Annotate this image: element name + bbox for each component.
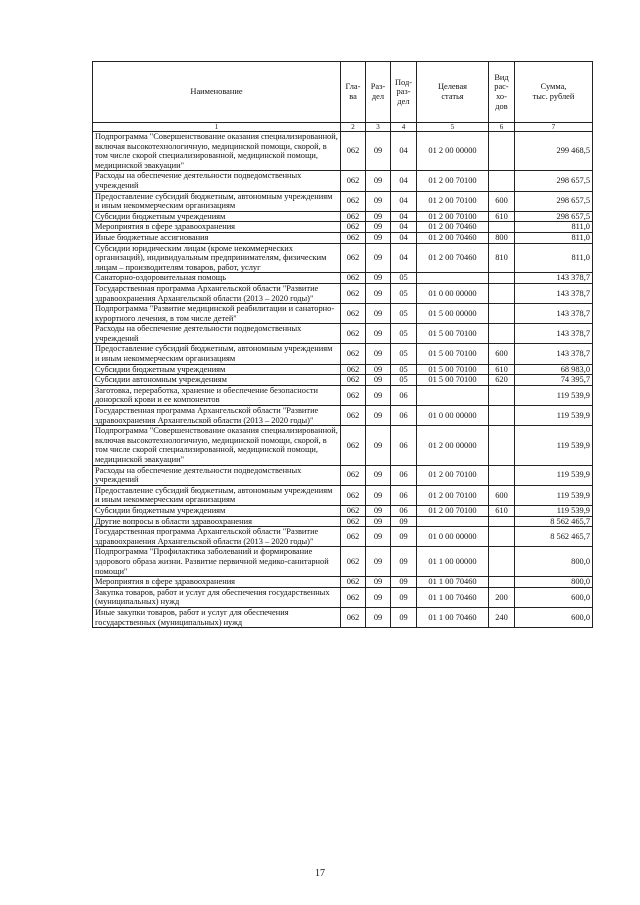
cell-subsection: 04: [391, 171, 417, 191]
cell-type: 600: [489, 191, 515, 211]
cell-chapter: 062: [341, 516, 366, 527]
cell-name: Субсидии бюджетным учреждениям: [93, 505, 341, 516]
cell-target: 01 5 00 70100: [417, 364, 489, 375]
cell-target: 01 1 00 70460: [417, 607, 489, 627]
cell-chapter: 062: [341, 465, 366, 485]
cell-type: [489, 516, 515, 527]
cell-type: [489, 283, 515, 303]
cell-type: 620: [489, 375, 515, 386]
cell-name: Предоставление субсидий бюджетным, автономным учреждениям и иным некоммерческим организациям: [93, 485, 341, 505]
cell-type: [489, 577, 515, 588]
cell-target: 01 2 00 70460: [417, 232, 489, 243]
header-subsection: [391, 62, 417, 123]
cell-chapter: 062: [341, 344, 366, 364]
cell-chapter: 062: [341, 324, 366, 344]
cell-section: 09: [366, 191, 391, 211]
cell-subsection: 04: [391, 243, 417, 273]
table-row: [93, 516, 593, 527]
table-row: [93, 385, 593, 405]
cell-subsection: 06: [391, 385, 417, 405]
cell-target: 01 2 00 70100: [417, 171, 489, 191]
cell-target: 01 5 00 70100: [417, 344, 489, 364]
table-row: [93, 547, 593, 577]
column-number-row: [93, 123, 593, 132]
cell-type: [489, 426, 515, 465]
cell-section: 09: [366, 577, 391, 588]
cell-subsection: 06: [391, 426, 417, 465]
cell-target: 01 2 00 70460: [417, 222, 489, 233]
header-target: [417, 62, 489, 123]
page-number: 17: [315, 868, 325, 879]
cell-section: 09: [366, 344, 391, 364]
cell-subsection: 05: [391, 344, 417, 364]
cell-sum: 299 468,5: [515, 132, 593, 171]
table-row: [93, 191, 593, 211]
table-row: [93, 465, 593, 485]
table-row: [93, 132, 593, 171]
cell-subsection: 09: [391, 547, 417, 577]
column-number: 5: [417, 123, 489, 132]
table-row: [93, 375, 593, 386]
cell-type: [489, 406, 515, 426]
cell-subsection: 06: [391, 465, 417, 485]
cell-name: Государственная программа Архангельской области "Развитие здравоохранения Архангельской области (2013 – 2020 годы)": [93, 406, 341, 426]
cell-target: 01 2 00 70100: [417, 505, 489, 516]
cell-name: Подпрограмма "Совершенствование оказания специализированной, включая высокотехнологичную, медицинской помощи, скорой, в том числе скорой специализированной, медицинской помощи, медицинской эвакуации": [93, 426, 341, 465]
cell-type: [489, 222, 515, 233]
cell-section: 09: [366, 505, 391, 516]
cell-subsection: 09: [391, 527, 417, 547]
cell-section: 09: [366, 426, 391, 465]
cell-subsection: 09: [391, 516, 417, 527]
cell-target: 01 0 00 00000: [417, 527, 489, 547]
cell-type: [489, 465, 515, 485]
cell-chapter: 062: [341, 426, 366, 465]
cell-subsection: 04: [391, 222, 417, 233]
cell-sum: 800,0: [515, 577, 593, 588]
table-row: [93, 527, 593, 547]
cell-chapter: 062: [341, 577, 366, 588]
cell-target: 01 0 00 00000: [417, 406, 489, 426]
cell-type: [489, 171, 515, 191]
cell-name: Заготовка, переработка, хранение и обеспечение безопасности донорской крови и ее компонентов: [93, 385, 341, 405]
cell-section: 09: [366, 406, 391, 426]
budget-table: [92, 61, 593, 628]
cell-type: [489, 527, 515, 547]
cell-subsection: 05: [391, 273, 417, 284]
cell-name: Государственная программа Архангельской области "Развитие здравоохранения Архангельской области (2013 – 2020 годы)": [93, 527, 341, 547]
cell-target: 01 2 00 00000: [417, 132, 489, 171]
cell-chapter: 062: [341, 283, 366, 303]
cell-chapter: 062: [341, 505, 366, 516]
cell-name: Субсидии юридическим лицам (кроме некоммерческих организаций), индивидуальным предпринимателям, физическим лицам – производителям товаров, работ, услуг: [93, 243, 341, 273]
cell-sum: 8 562 465,7: [515, 516, 593, 527]
table-row: [93, 232, 593, 243]
header-subsection-text: Под- раз- дел: [394, 77, 413, 106]
cell-chapter: 062: [341, 273, 366, 284]
table-row: [93, 426, 593, 465]
cell-section: 09: [366, 375, 391, 386]
cell-sum: 119 539,9: [515, 406, 593, 426]
header-name-text: Наименование: [190, 87, 243, 97]
cell-chapter: 062: [341, 406, 366, 426]
cell-chapter: 062: [341, 211, 366, 222]
cell-target: [417, 385, 489, 405]
cell-type: [489, 132, 515, 171]
cell-name: Иные закупки товаров, работ и услуг для обеспечения государственных (муниципальных) нужд: [93, 607, 341, 627]
cell-subsection: 09: [391, 607, 417, 627]
cell-name: Расходы на обеспечение деятельности подведомственных учреждений: [93, 465, 341, 485]
cell-target: [417, 516, 489, 527]
header-sum-text: Сумма, тыс. рублей: [532, 82, 575, 101]
cell-type: [489, 304, 515, 324]
cell-type: 600: [489, 344, 515, 364]
cell-chapter: 062: [341, 527, 366, 547]
cell-section: 09: [366, 304, 391, 324]
cell-target: 01 5 00 70100: [417, 324, 489, 344]
cell-subsection: 05: [391, 324, 417, 344]
cell-target: 01 5 00 00000: [417, 304, 489, 324]
cell-subsection: 06: [391, 505, 417, 516]
cell-name: Подпрограмма "Совершенствование оказания специализированной, включая высокотехнологичную, медицинской помощи, скорой, в том числе скорой специализированной, медицинской помощи, медицинской эвакуации": [93, 132, 341, 171]
table-row: [93, 273, 593, 284]
header-chapter-text: Гла- ва: [345, 82, 361, 101]
cell-section: 09: [366, 385, 391, 405]
cell-subsection: 09: [391, 587, 417, 607]
cell-chapter: 062: [341, 375, 366, 386]
cell-sum: 68 983,0: [515, 364, 593, 375]
cell-sum: 143 378,7: [515, 324, 593, 344]
column-number: 7: [515, 123, 593, 132]
cell-chapter: 062: [341, 364, 366, 375]
cell-target: 01 1 00 00000: [417, 547, 489, 577]
cell-type: [489, 273, 515, 284]
cell-name: Субсидии бюджетным учреждениям: [93, 364, 341, 375]
cell-chapter: 062: [341, 191, 366, 211]
cell-sum: 119 539,9: [515, 385, 593, 405]
header-type-text: Вид рас- хо- дов: [494, 72, 509, 111]
cell-subsection: 05: [391, 304, 417, 324]
cell-chapter: 062: [341, 485, 366, 505]
cell-subsection: 09: [391, 577, 417, 588]
cell-name: Предоставление субсидий бюджетным, автономным учреждениям и иным некоммерческим организациям: [93, 344, 341, 364]
cell-sum: 811,0: [515, 243, 593, 273]
cell-target: 01 0 00 00000: [417, 283, 489, 303]
cell-section: 09: [366, 364, 391, 375]
cell-name: Подпрограмма "Профилактика заболеваний и формирование здорового образа жизни. Развитие первичной медико-санитарной помощи": [93, 547, 341, 577]
cell-type: [489, 385, 515, 405]
cell-subsection: 04: [391, 132, 417, 171]
table-row: [93, 243, 593, 273]
cell-chapter: 062: [341, 547, 366, 577]
cell-section: 09: [366, 485, 391, 505]
cell-name: Субсидии автономным учреждениям: [93, 375, 341, 386]
table-row: [93, 304, 593, 324]
table-row: [93, 171, 593, 191]
cell-section: 09: [366, 171, 391, 191]
cell-type: 800: [489, 232, 515, 243]
cell-sum: 119 539,9: [515, 485, 593, 505]
cell-chapter: 062: [341, 222, 366, 233]
cell-name: Государственная программа Архангельской области "Развитие здравоохранения Архангельской области (2013 – 2020 годы)": [93, 283, 341, 303]
table-row: [93, 607, 593, 627]
cell-target: 01 2 00 70100: [417, 465, 489, 485]
column-number: 1: [93, 123, 341, 132]
cell-type: 610: [489, 364, 515, 375]
cell-chapter: 062: [341, 385, 366, 405]
table-row: [93, 577, 593, 588]
header-target-text: Целевая статья: [437, 82, 468, 101]
cell-section: 09: [366, 273, 391, 284]
column-number: 2: [341, 123, 366, 132]
cell-type: 200: [489, 587, 515, 607]
cell-type: 600: [489, 485, 515, 505]
cell-target: 01 2 00 70100: [417, 191, 489, 211]
cell-subsection: 04: [391, 191, 417, 211]
cell-sum: 600,0: [515, 587, 593, 607]
cell-sum: 298 657,5: [515, 191, 593, 211]
cell-sum: 800,0: [515, 547, 593, 577]
table-row: [93, 344, 593, 364]
cell-name: Другие вопросы в области здравоохранения: [93, 516, 341, 527]
cell-target: 01 5 00 70100: [417, 375, 489, 386]
cell-section: 09: [366, 211, 391, 222]
cell-subsection: 06: [391, 406, 417, 426]
cell-sum: 811,0: [515, 222, 593, 233]
cell-sum: 143 378,7: [515, 273, 593, 284]
cell-chapter: 062: [341, 304, 366, 324]
cell-sum: 119 539,9: [515, 505, 593, 516]
cell-chapter: 062: [341, 132, 366, 171]
column-number: 6: [489, 123, 515, 132]
cell-type: [489, 324, 515, 344]
cell-name: Санаторно-оздоровительная помощь: [93, 273, 341, 284]
cell-sum: 119 539,9: [515, 465, 593, 485]
cell-sum: 811,0: [515, 232, 593, 243]
cell-name: Мероприятия в сфере здравоохранения: [93, 222, 341, 233]
cell-name: Субсидии бюджетным учреждениям: [93, 211, 341, 222]
header-name: [93, 62, 341, 123]
header-type: [489, 62, 515, 123]
cell-subsection: 05: [391, 283, 417, 303]
cell-sum: 600,0: [515, 607, 593, 627]
cell-type: 810: [489, 243, 515, 273]
cell-section: 09: [366, 547, 391, 577]
cell-type: 610: [489, 505, 515, 516]
cell-sum: 74 395,7: [515, 375, 593, 386]
table-row: [93, 324, 593, 344]
cell-name: Мероприятия в сфере здравоохранения: [93, 577, 341, 588]
cell-section: 09: [366, 527, 391, 547]
cell-section: 09: [366, 132, 391, 171]
cell-subsection: 06: [391, 485, 417, 505]
cell-subsection: 05: [391, 375, 417, 386]
cell-section: 09: [366, 232, 391, 243]
table-row: [93, 485, 593, 505]
cell-target: 01 2 00 70100: [417, 485, 489, 505]
cell-chapter: 062: [341, 587, 366, 607]
cell-type: [489, 547, 515, 577]
cell-section: 09: [366, 243, 391, 273]
column-number: 3: [366, 123, 391, 132]
cell-name: Иные бюджетные ассигнования: [93, 232, 341, 243]
table-body: [93, 132, 593, 628]
header-chapter: [341, 62, 366, 123]
cell-sum: 143 378,7: [515, 304, 593, 324]
header-sum: [515, 62, 593, 123]
table-row: [93, 587, 593, 607]
cell-sum: 143 378,7: [515, 283, 593, 303]
cell-subsection: 05: [391, 364, 417, 375]
cell-type: 240: [489, 607, 515, 627]
table-row: [93, 364, 593, 375]
cell-name: Расходы на обеспечение деятельности подведомственных учреждений: [93, 171, 341, 191]
header-section: [366, 62, 391, 123]
table-row: [93, 283, 593, 303]
cell-sum: 8 562 465,7: [515, 527, 593, 547]
cell-name: Расходы на обеспечение деятельности подведомственных учреждений: [93, 324, 341, 344]
table-row: [93, 222, 593, 233]
cell-chapter: 062: [341, 607, 366, 627]
cell-section: 09: [366, 324, 391, 344]
cell-name: Предоставление субсидий бюджетным, автономным учреждениям и иным некоммерческим организациям: [93, 191, 341, 211]
cell-section: 09: [366, 607, 391, 627]
cell-chapter: 062: [341, 232, 366, 243]
cell-sum: 298 657,5: [515, 171, 593, 191]
cell-section: 09: [366, 222, 391, 233]
table-row: [93, 211, 593, 222]
cell-section: 09: [366, 516, 391, 527]
cell-subsection: 04: [391, 232, 417, 243]
cell-name: Закупка товаров, работ и услуг для обеспечения государственных (муниципальных) нужд: [93, 587, 341, 607]
cell-type: 610: [489, 211, 515, 222]
table-row: [93, 505, 593, 516]
column-number: 4: [391, 123, 417, 132]
cell-sum: 119 539,9: [515, 426, 593, 465]
cell-target: 01 1 00 70460: [417, 587, 489, 607]
cell-section: 09: [366, 587, 391, 607]
cell-target: 01 2 00 70100: [417, 211, 489, 222]
cell-subsection: 04: [391, 211, 417, 222]
cell-section: 09: [366, 283, 391, 303]
cell-sum: 143 378,7: [515, 344, 593, 364]
cell-chapter: 062: [341, 171, 366, 191]
cell-target: [417, 273, 489, 284]
cell-sum: 298 657,5: [515, 211, 593, 222]
table-row: [93, 406, 593, 426]
header-section-text: Раз- дел: [370, 82, 386, 101]
cell-chapter: 062: [341, 243, 366, 273]
cell-target: 01 1 00 70460: [417, 577, 489, 588]
cell-target: 01 2 00 00000: [417, 426, 489, 465]
cell-name: Подпрограмма "Развитие медицинской реабилитации и санаторно-курортного лечения, в том числе детей": [93, 304, 341, 324]
cell-target: 01 2 00 70460: [417, 243, 489, 273]
cell-section: 09: [366, 465, 391, 485]
